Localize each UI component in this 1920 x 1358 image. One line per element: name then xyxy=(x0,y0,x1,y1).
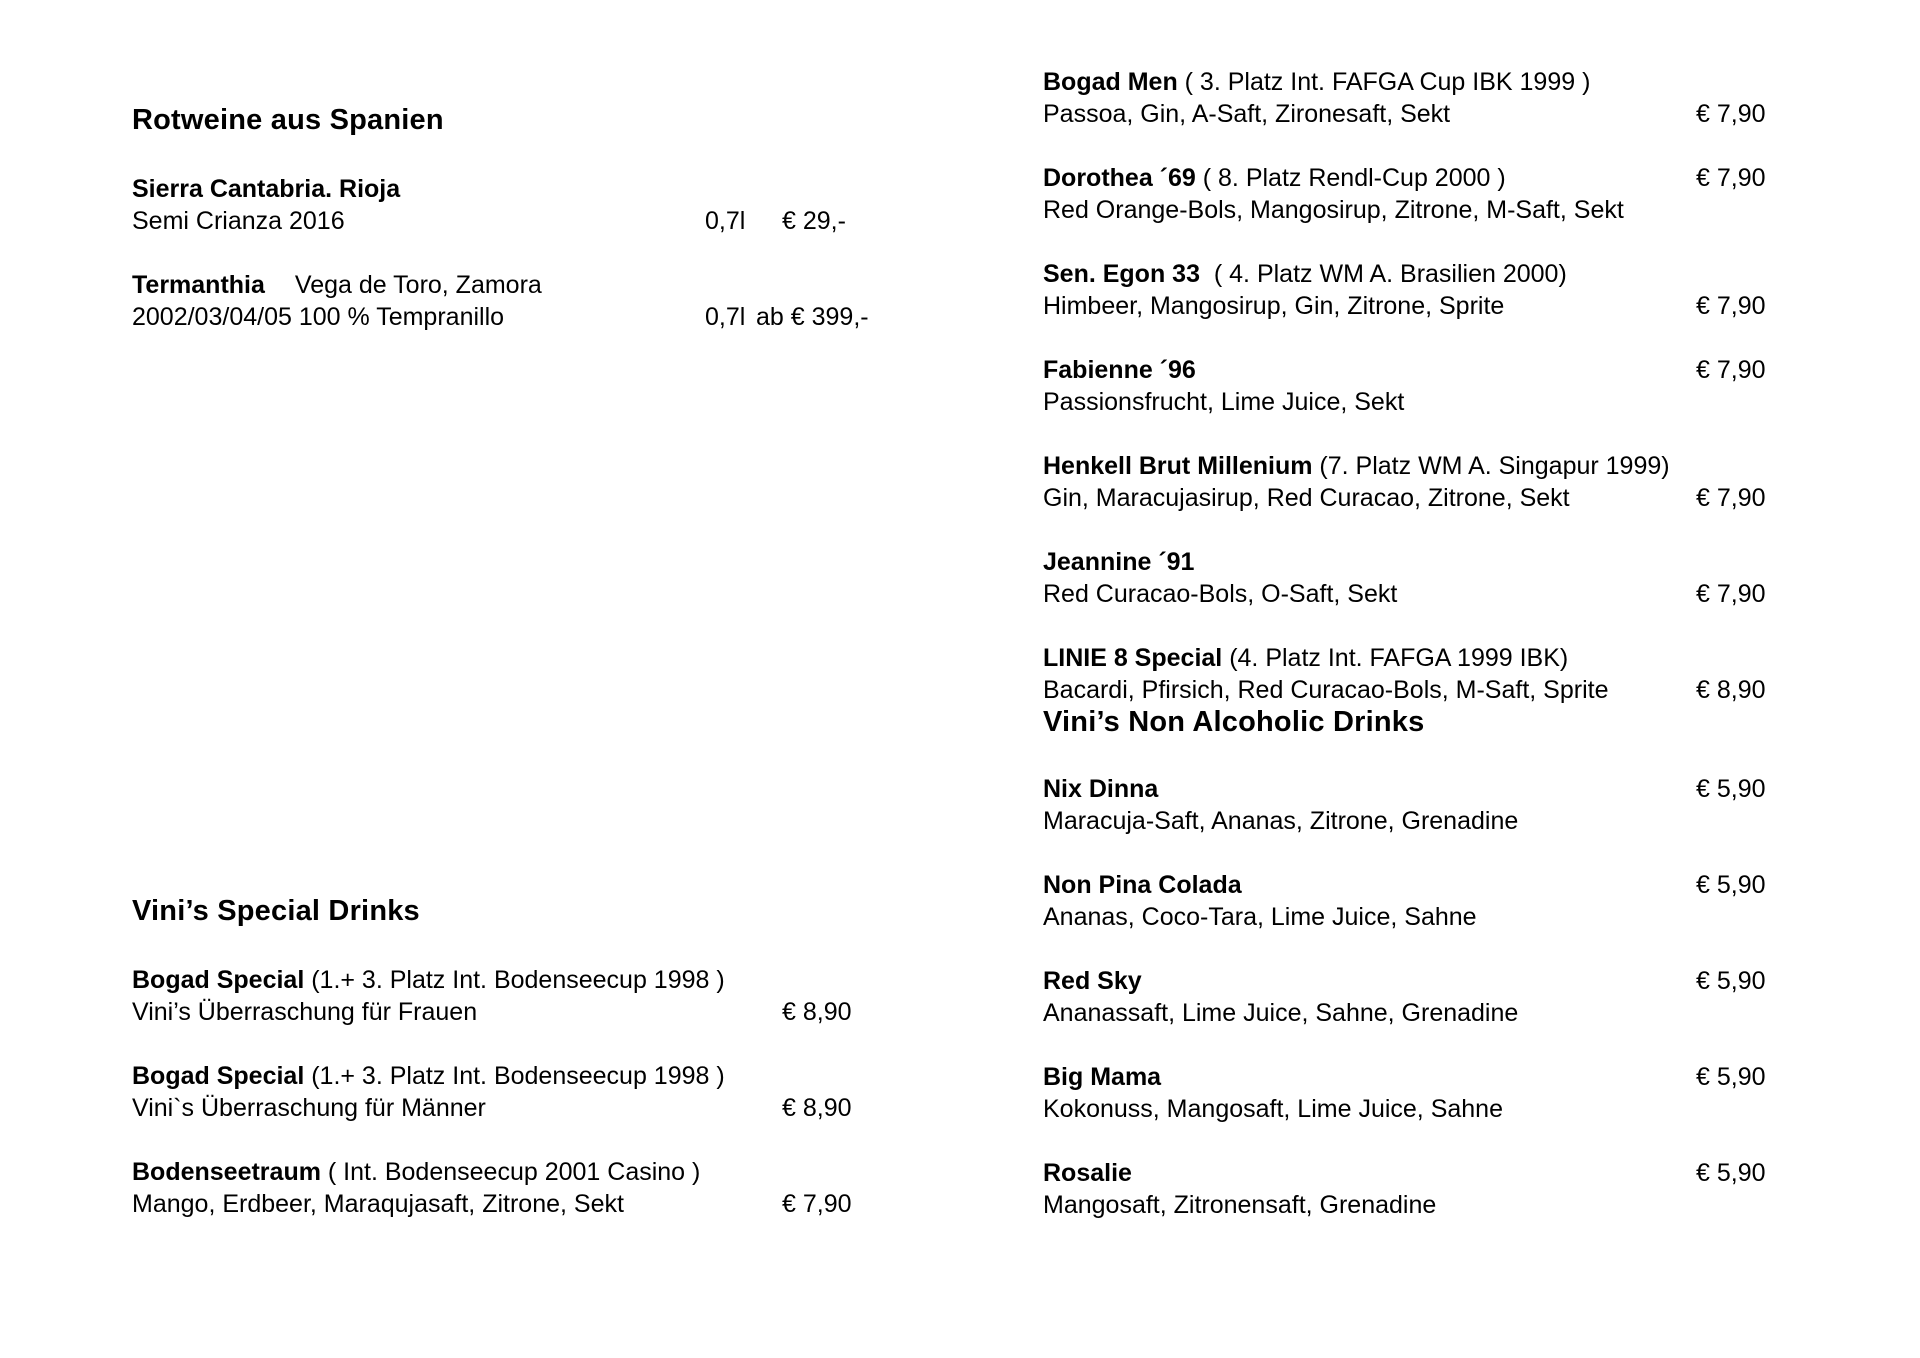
drink-name: Sen. Egon 33 xyxy=(1043,260,1200,288)
drink-price: € 7,90 xyxy=(1696,292,1766,320)
drink-price: € 7,90 xyxy=(1696,100,1766,128)
wine-name: Termanthia xyxy=(132,271,265,299)
drink-desc: Mangosaft, Zitronensaft, Grenadine xyxy=(1043,1191,1437,1219)
section-title-non-alcoholic: Vini’s Non Alcoholic Drinks xyxy=(1043,706,1425,738)
drink-price: € 7,90 xyxy=(782,1190,852,1218)
drink-name: Bogad Men xyxy=(1043,68,1178,96)
drink-name: Red Sky xyxy=(1043,967,1142,995)
section-title-special-drinks: Vini’s Special Drinks xyxy=(132,895,420,927)
drink-award: (1.+ 3. Platz Int. Bodenseecup 1998 ) xyxy=(304,1062,725,1090)
drink-name-line xyxy=(1043,773,1158,805)
drink-price: € 5,90 xyxy=(1696,871,1766,899)
drink-desc: Mango, Erdbeer, Maraqujasaft, Zitrone, Sekt xyxy=(132,1190,624,1218)
drink-name-line xyxy=(1043,965,1142,997)
drink-name: Bogad Special xyxy=(132,1062,305,1090)
drink-name-line xyxy=(1043,1061,1161,1093)
drink-award: (4. Platz Int. FAFGA 1999 IBK) xyxy=(1222,644,1569,672)
drink-award: ( 8. Platz Rendl-Cup 2000 ) xyxy=(1195,164,1506,192)
drink-award: ( 4. Platz WM A. Brasilien 2000) xyxy=(1199,260,1567,288)
drink-name-line xyxy=(1043,642,1568,674)
drink-name-line xyxy=(1043,66,1590,98)
drink-name: Henkell Brut Millenium xyxy=(1043,452,1313,480)
wine-name-line xyxy=(132,269,542,301)
drink-desc: Himbeer, Mangosirup, Gin, Zitrone, Sprite xyxy=(1043,292,1505,320)
drink-desc: Ananassaft, Lime Juice, Sahne, Grenadine xyxy=(1043,999,1519,1027)
drink-price: € 5,90 xyxy=(1696,1159,1766,1187)
wine-volume: 0,7l xyxy=(705,303,746,331)
drink-name: Fabienne ´96 xyxy=(1043,356,1196,384)
drink-award: ( Int. Bodenseecup 2001 Casino ) xyxy=(320,1158,701,1186)
drink-name: Big Mama xyxy=(1043,1063,1162,1091)
wine-origin: Vega de Toro, Zamora xyxy=(294,271,542,299)
wine-volume: 0,7l xyxy=(705,207,746,235)
wine-price: € 29,- xyxy=(782,207,846,235)
wine-desc: 2002/03/04/05 100 % Tempranillo xyxy=(132,303,505,331)
drink-name: LINIE 8 Special xyxy=(1043,644,1223,672)
drink-desc: Vini’s Überraschung für Frauen xyxy=(132,998,478,1026)
drink-price: € 5,90 xyxy=(1696,967,1766,995)
drink-desc: Passoa, Gin, A-Saft, Zironesaft, Sekt xyxy=(1043,100,1451,128)
drink-name-line xyxy=(1043,1157,1132,1189)
drink-desc: Maracuja-Saft, Ananas, Zitrone, Grenadine xyxy=(1043,807,1519,835)
drink-desc: Red Orange-Bols, Mangosirup, Zitrone, M-Saft, Sekt xyxy=(1043,196,1624,224)
drink-name: Jeannine ´91 xyxy=(1043,548,1195,576)
drink-desc: Passionsfrucht, Lime Juice, Sekt xyxy=(1043,388,1405,416)
drink-name: Bodenseetraum xyxy=(132,1158,321,1186)
drink-name: Dorothea ´69 xyxy=(1043,164,1196,192)
drink-desc: Bacardi, Pfirsich, Red Curacao-Bols, M-Saft, Sprite xyxy=(1043,676,1609,704)
drink-name-line xyxy=(1043,869,1242,901)
drink-award: ( 3. Platz Int. FAFGA Cup IBK 1999 ) xyxy=(1177,68,1591,96)
drink-award: (7. Platz WM A. Singapur 1999) xyxy=(1312,452,1670,480)
drink-price: € 7,90 xyxy=(1696,580,1766,608)
drink-name: Nix Dinna xyxy=(1043,775,1159,803)
drink-desc: Kokonuss, Mangosaft, Lime Juice, Sahne xyxy=(1043,1095,1503,1123)
wine-desc: Semi Crianza 2016 xyxy=(132,207,345,235)
drink-name-line xyxy=(1043,450,1670,482)
wine-price: ab € 399,- xyxy=(756,303,869,331)
drink-price: € 5,90 xyxy=(1696,1063,1766,1091)
drink-price: € 8,90 xyxy=(782,1094,852,1122)
drink-desc: Red Curacao-Bols, O-Saft, Sekt xyxy=(1043,580,1398,608)
wine-name-line xyxy=(132,173,400,205)
drink-name-line xyxy=(1043,162,1506,194)
drink-name-line xyxy=(1043,354,1196,386)
drink-price: € 8,90 xyxy=(782,998,852,1026)
wine-name: Sierra Cantabria. Rioja xyxy=(132,175,401,203)
drink-desc: Vini`s Überraschung für Männer xyxy=(132,1094,486,1122)
drink-price: € 7,90 xyxy=(1696,164,1766,192)
drink-price: € 7,90 xyxy=(1696,484,1766,512)
drink-award: (1.+ 3. Platz Int. Bodenseecup 1998 ) xyxy=(304,966,725,994)
drink-name: Bogad Special xyxy=(132,966,305,994)
drink-name-line xyxy=(132,1060,725,1092)
drink-name-line xyxy=(1043,546,1194,578)
section-title-red-wines: Rotweine aus Spanien xyxy=(132,104,444,136)
drink-price: € 7,90 xyxy=(1696,356,1766,384)
drink-price: € 8,90 xyxy=(1696,676,1766,704)
drink-desc: Gin, Maracujasirup, Red Curacao, Zitrone, Sekt xyxy=(1043,484,1570,512)
drink-name-line xyxy=(132,964,725,996)
drink-price: € 5,90 xyxy=(1696,775,1766,803)
drink-desc: Ananas, Coco-Tara, Lime Juice, Sahne xyxy=(1043,903,1477,931)
drink-name-line xyxy=(1043,258,1567,290)
drink-name: Rosalie xyxy=(1043,1159,1132,1187)
drink-name: Non Pina Colada xyxy=(1043,871,1242,899)
drink-name-line xyxy=(132,1156,700,1188)
